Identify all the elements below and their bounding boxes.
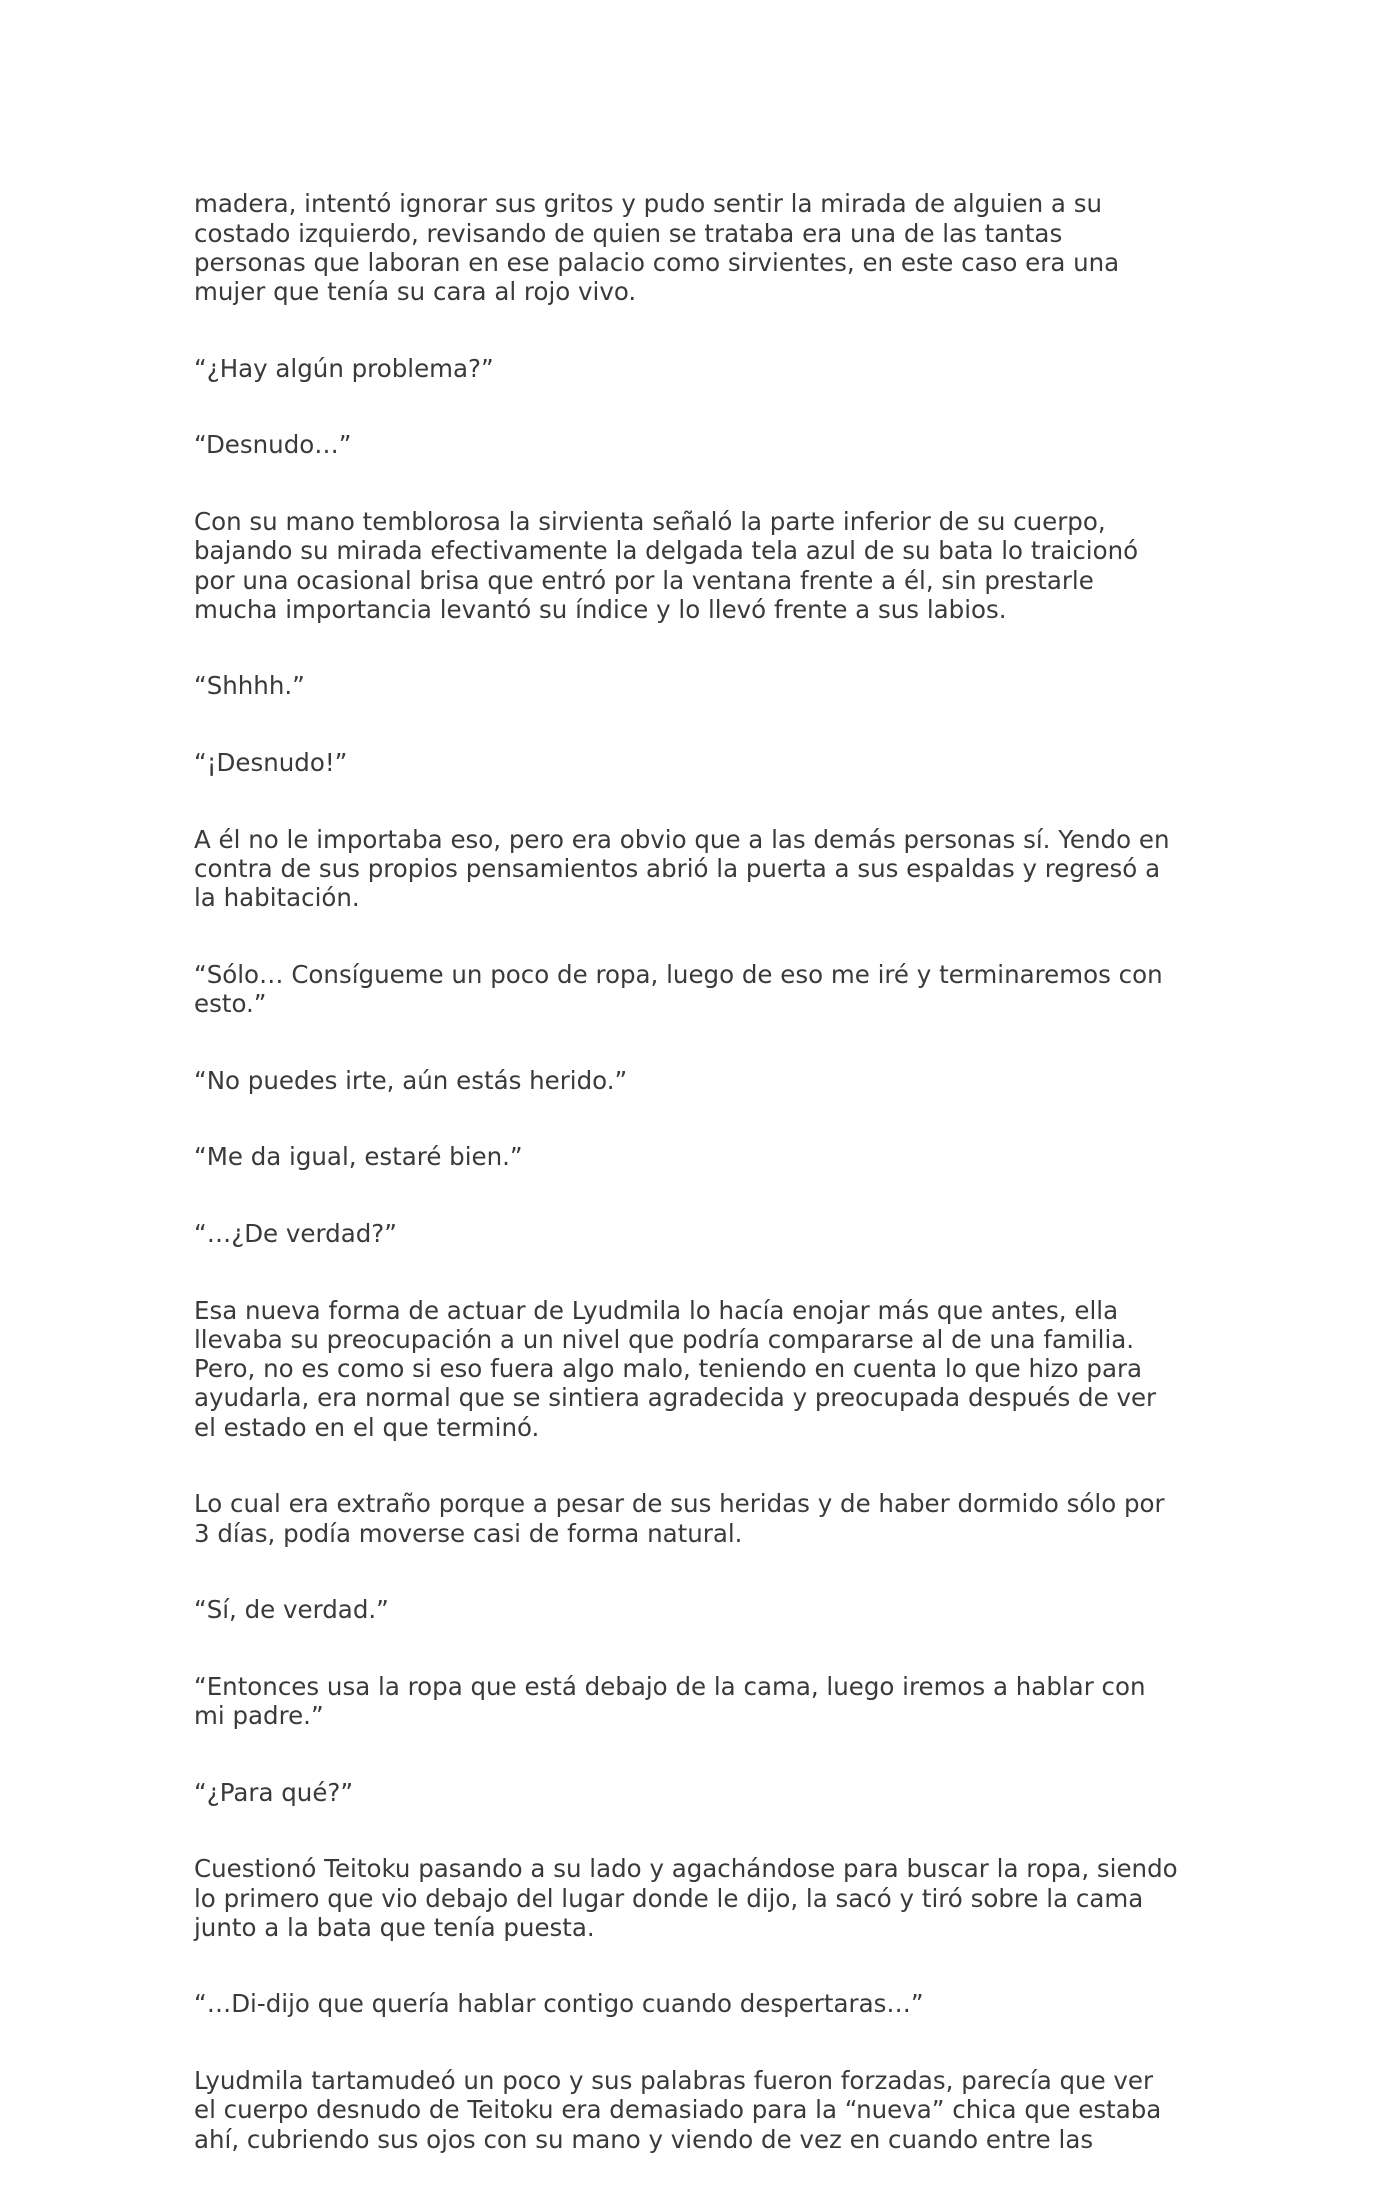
- paragraph: “¡Desnudo!”: [194, 748, 348, 778]
- paragraph: “Desnudo…”: [194, 430, 352, 460]
- paragraph: “¿Para qué?”: [194, 1777, 354, 1807]
- paragraph: “…¿De verdad?”: [194, 1218, 397, 1248]
- paragraph: Esa nueva forma de actuar de Lyudmila lo hacía enojar más que antes, ella llevaba su preocupación a un nivel que podría compararse al de una familia. Pero, no es como si eso fuera algo malo, teniendo en cuenta lo que hizo para ayudarla, era normal que se sintiera agradecida y preocupada después de ver el estado en el que terminó.: [194, 1295, 1157, 1442]
- paragraph: “Shhhh.”: [194, 671, 305, 701]
- paragraph: A él no le importaba eso, pero era obvio que a las demás personas sí. Yendo en contra de sus propios pensamientos abrió la puerta a sus espaldas y regresó a la habitación.: [194, 824, 1170, 913]
- paragraph: Cuestionó Teitoku pasando a su lado y agachándose para buscar la ropa, siendo lo primero que vio debajo del lugar donde le dijo, la sacó y tiró sobre la cama junto a la bata que tenía puesta.: [194, 1854, 1178, 1942]
- paragraph: “Sólo… Consígueme un poco de ropa, luego de eso me iré y terminaremos con esto.”: [194, 959, 1163, 1019]
- paragraph: “Me da igual, estaré bien.”: [194, 1142, 523, 1172]
- paragraph: “Entonces usa la ropa que está debajo de la cama, luego iremos a hablar con mi padre.”: [194, 1671, 1146, 1731]
- paragraph: “No puedes irte, aún estás herido.”: [194, 1065, 628, 1095]
- paragraph: Lyudmila tartamudeó un poco y sus palabras fueron forzadas, parecía que ver el cuerpo desnudo de Teitoku era demasiado para la “nueva” chica que estaba ahí, cubriendo sus ojos con su mano y viendo de vez en cuando entre las: [194, 2066, 1162, 2154]
- paragraph: “¿Hay algún problema?”: [194, 353, 494, 383]
- paragraph: “Sí, de verdad.”: [194, 1595, 389, 1625]
- paragraph: Lo cual era extraño porque a pesar de sus heridas y de haber dormido sólo por 3 días, podía moverse casi de forma natural.: [194, 1489, 1165, 1548]
- document-body: [194, 160, 1224, 2201]
- paragraph: madera, intentó ignorar sus gritos y pudo sentir la mirada de alguien a su costado izquierdo, revisando de quien se trataba era una de las tantas personas que laboran en ese palacio como sirvientes, en este caso era una mujer que tenía su cara al rojo vivo.: [194, 189, 1120, 307]
- paragraph: Con su mano temblorosa la sirvienta señaló la parte inferior de su cuerpo, bajando su mirada efectivamente la delgada tela azul de su bata lo traicionó por una ocasional brisa que entró por la ventana frente a él, sin prestarle mucha importancia levantó su índice y lo llevó frente a sus labios.: [194, 506, 1139, 624]
- paragraph: “…Di-dijo que quería hablar contigo cuando despertaras…”: [194, 1989, 924, 2019]
